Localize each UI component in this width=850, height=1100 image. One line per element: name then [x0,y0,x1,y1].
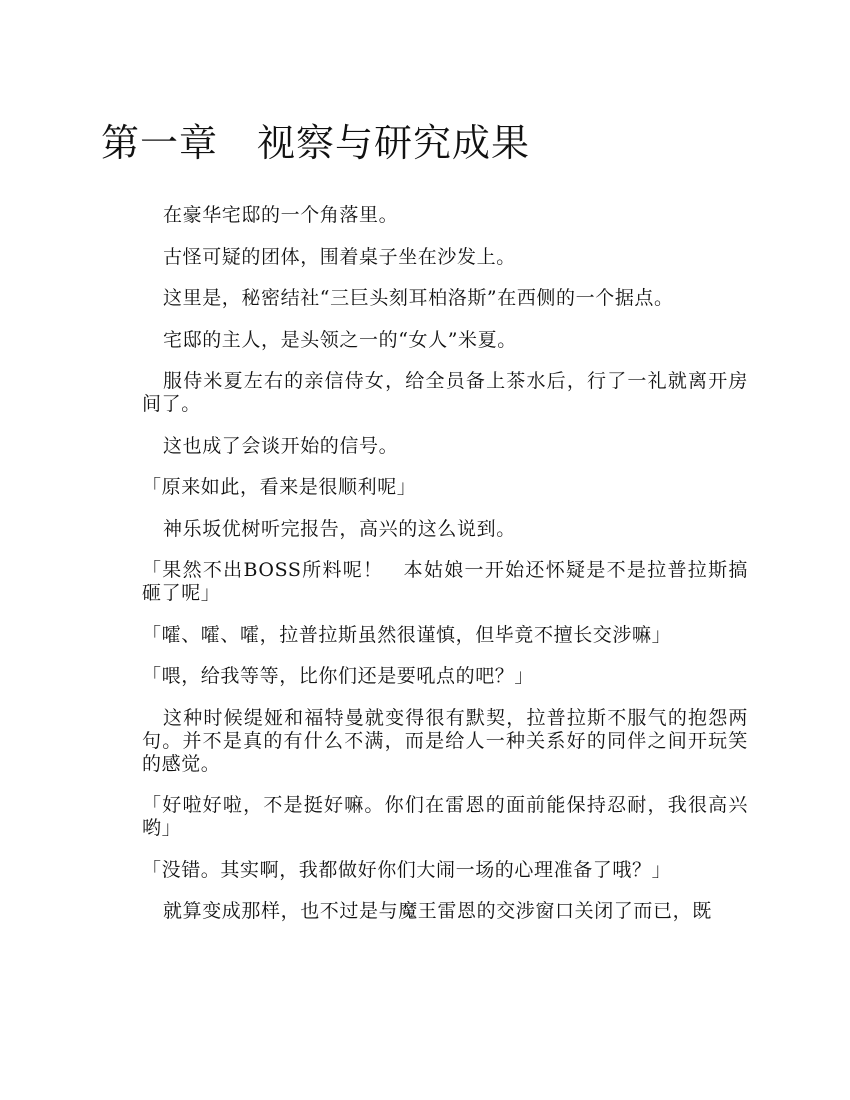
body-text [142,204,748,942]
paragraph: 这里是，秘密结社“三巨头刻耳柏洛斯”在西侧的一个据点。 [163,287,674,309]
dialogue-line: 「果然不出BOSS所料呢！ 本姑娘一开始还怀疑是不是拉普拉斯搞砸了呢」 [142,559,748,604]
paragraph: 古怪可疑的团体，围着桌子坐在沙发上。 [163,245,516,268]
dialogue-line: 「好啦好啦，不是挺好嘛。你们在雷恩的面前能保持忍耐，我很高兴哟」 [142,794,748,839]
paragraph: 服侍米夏左右的亲信侍女，给全员备上茶水后，行了一礼就离开房间了。 [142,370,748,415]
paragraph: 神乐坂优树听完报告，高兴的这么说到。 [163,517,516,540]
paragraph: 在豪华宅邸的一个角落里。 [163,204,399,226]
chapter-title: 第一章 视察与研究成果 [101,121,531,165]
dialogue-line: 「没错。其实啊，我都做好你们大闹一场的心理准备了哦？」 [142,858,672,881]
dialogue-line: 「原来如此，看来是很顺利呢」 [142,476,417,498]
paragraph: 宅邸的主人，是头领之一的“女人”米夏。 [163,328,517,351]
paragraph: 这种时候缇娅和福特曼就变得很有默契，拉普拉斯不服气的抱怨两句。并不是真的有什么不满，而是给人一种关系好的同伴之间开玩笑的感觉。 [142,706,748,775]
paragraph: 就算变成那样，也不过是与魔王雷恩的交涉窗口关闭了而已，既 [163,900,712,922]
dialogue-line: 「喂，给我等等，比你们还是要吼点的吧？」 [142,665,535,687]
paragraph: 这也成了会谈开始的信号。 [163,434,399,457]
dialogue-line: 「嚯、嚯、嚯，拉普拉斯虽然很谨慎，但毕竟不擅长交涉嘛」 [142,623,672,646]
